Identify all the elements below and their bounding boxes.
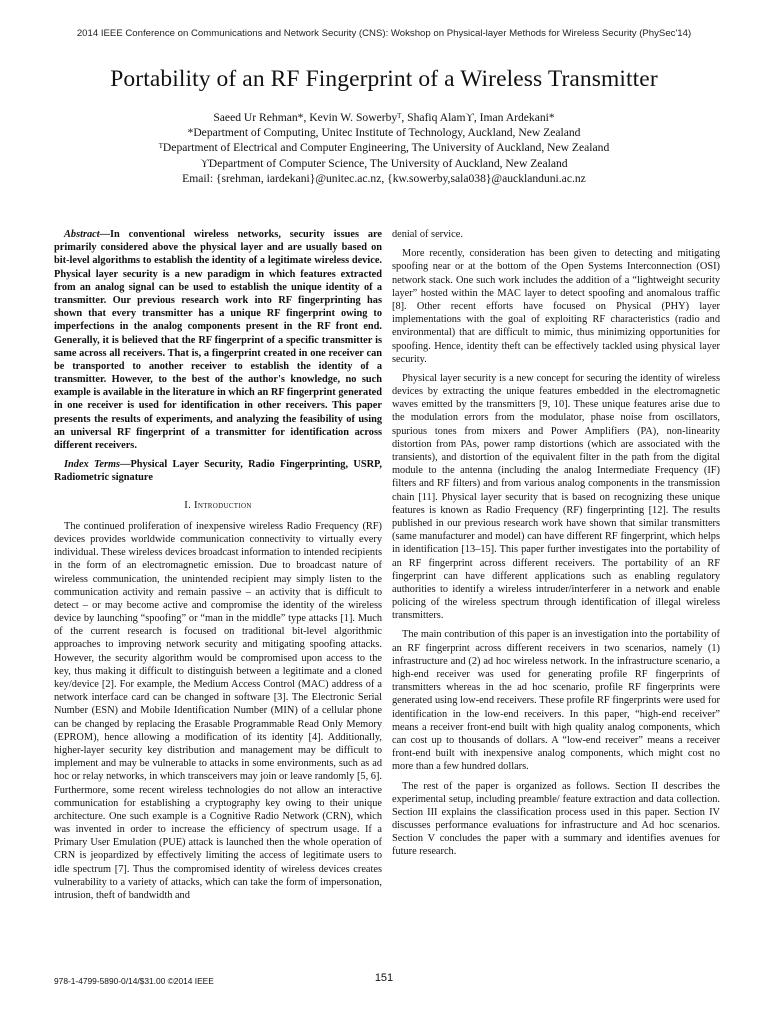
copyright-notice: 978-1-4799-5890-0/14/$31.00 ©2014 IEEE xyxy=(54,976,214,986)
abstract-label: Abstract xyxy=(64,229,100,240)
index-terms-label: Index Terms xyxy=(64,459,121,471)
index-terms-text: —Physical Layer Security, Radio Fingerprinting, USRP, Radiometric signature xyxy=(54,459,382,484)
page-number: 151 xyxy=(374,972,394,984)
abstract-text: —In conventional wireless networks, security issues are primarily considered above the physical layer and are usually based on bit-level algorithms to establish the identity of a legitimate wireless device. Physical layer security is a new paradigm in which features extracted from an analog signal can be used to establish the unique identity of a transmitter. Our previous research work into RF fingerprinting has shown that every transmitter has a unique RF fingerprint owing to imperfections in the analog components present in the RF front end. Generally, it is believed that the RF fingerprint of a specific transmitter is same across all receivers. That is, a fingerprint created in one receiver can be transported to another receiver to establish the identity of a transmitter. However, to the best of the author's knowledge, no such example is available in the literature in which an RF fingerprint generated in one receiver is used for identification in other receivers. This paper presents the results of experiments, and analyzing the feasibility of using an universal RF fingerprint of a transmitter for identification across different receivers. xyxy=(54,229,382,451)
abstract xyxy=(54,228,382,452)
left-column xyxy=(54,228,382,902)
section-heading-introduction: I. Introduction xyxy=(184,499,252,511)
intro-paragraph-2: More recently, consideration has been given to detecting and mitigating spoofing near or at the bottom of the Open Systems Interconnection (OSI) network stack. One such work includes the addition of a “lightweight security layer” hosted within the MAC layer to detect spoofing and anomalous traffic [8]. Other recent efforts have focused on Physical (PHY) layer implementations with the goal of exploiting RF characteristics (radio and environmental) that are difficult to mimic, thus minimizing opportunities for spoofing. Hence, identity theft can be effectively tackled using physical layer security. xyxy=(392,248,720,365)
conference-header: 2014 IEEE Conference on Communications and Network Security (CNS): Wokshop on Physical-layer Methods for Wireless Security (PhySec'14) xyxy=(76,28,692,39)
author-emails: Email: {srehman, iardekani}@unitec.ac.nz, {kw.sowerby,sala038}@aucklanduni.ac.nz xyxy=(182,171,586,185)
index-terms xyxy=(54,458,382,484)
affiliation-cs: ϒDepartment of Computer Science, The University of Auckland, New Zealand xyxy=(200,156,568,170)
author-block xyxy=(0,110,768,186)
intro-paragraph-4: The main contribution of this paper is an investigation into the portability of an RF fingerprint across different receivers in two scenarios, namely (1) infrastructure and (2) ad hoc wireless network. In the infrastructure scenario, a high-end receiver was used for generating profile RF fingerprints of transmitters whereas in the ad hoc scenario, profile RF fingerprints were generated using low-end receivers. These profile RF fingerprints were used for identification in the low-end receivers. In this paper, “high-end receiver” means a receiver front-end built with high quality analog components, which can cost up to thousands of dollars. A “low-end receiver” means a receiver front-end built with inexpensive analog components, which might cost no more than a few hundred dollars. xyxy=(392,629,720,773)
intro-paragraph-1-continued: denial of service. xyxy=(392,229,463,240)
author-names: Saeed Ur Rehman*, Kevin W. Sowerbyᵀ, Shafiq Alamϒ, Iman Ardekani* xyxy=(213,111,555,124)
right-column xyxy=(392,228,720,859)
paper-title: Portability of an RF Fingerprint of a Wireless Transmitter xyxy=(110,66,658,92)
intro-paragraph-1: The continued proliferation of inexpensive wireless Radio Frequency (RF) devices provides worldwide communication connectivity to virtually every individual. These wireless devices broadcast information to intended recipients in the form of an electromagnetic emission. Due to broadcast nature of wireless communication, the unintended recipient may simply listen to the communication activity and remain passive – an activity that is difficult to detect – or may become active and compromise the identity of the wireless device by launching “spoofing” or “man in the middle” type attacks [1]. Much of the current research is focused on traditional bit-level algorithmic approaches to improving network security and mitigating spoofing attacks. However, the security algorithm would be compromised upon access to the key, thus making it difficult to distinguish between a legitimate and a cloned key/device [2]. For example, the Medium Access Control (MAC) address of a network interface card can be changed in software [3]. The Electronic Serial Number (ESN) and Mobile Identification Number (MIN) of a cellular phone can be changed by replacing the Erasable Programmable Read Only Memory (EPROM), hence allowing a modification of its identity [4]. Additionally, higher-layer security key distribution and management may be difficult to implement and may be vulnerable to attacks in some environments, such as ad hoc or relay networks, in which transceivers may join or leave randomly [5, 6]. Furthermore, some recent wireless technologies do not allow an interactive communication for establishing a cryptography key owing to their unique architecture. One such example is a Cognitive Radio Network (CRN), which was invented in order to increase the efficiency of spectrum usage. If a Primary User Emulation (PUE) attack is launched then the whole operation of CRN is jeopardized by effectively limiting the access of legitimate users to idle spectrum [7]. Thus the compromised identity of wireless devices creates vulnerability to a variety of attacks, which can take the form of impersonation, intrusion, theft of bandwidth and xyxy=(54,520,382,901)
intro-paragraph-3: Physical layer security is a new concept for securing the identity of wireless devices by extracting the unique features embedded in the electromagnetic waves emitted by the transmitters [9, 10]. These unique features arise due to the modulation errors from the modulator, phase noise from oscillators, spurious tones from mixers and Power Amplifiers (PA), non-linearity distortion from PAs, power ramp distortions (which are associated with the transients), and distortion of the equivalent filter in the path from the digital module to the antenna (including the analog Intermediate Frequency (IF) filters and RF filters) and from various analog components in the transmission chain [11]. Physical layer security that is based on recognizing these unique features is known as Radio Frequency (RF) fingerprinting [12]. The results published in our previous research work have shown that similar transmitters (same manufacturer and model) can have different RF fingerprint, which helps in identification [13–15]. This paper further investigates into the portability of an RF fingerprint across different receivers. The portability of an RF fingerprint can have different applications such as enabling regulatory authorities to identify a wireless intruder/interferer in a network and enable policing of the wireless spectrum through identification of illegal wireless transmitters. xyxy=(392,372,720,622)
affiliation-ece: ᵀDepartment of Electrical and Computer Engineering, The University of Auckland, New Zealand xyxy=(158,141,610,155)
affiliation-unitec: *Department of Computing, Unitec Institute of Technology, Auckland, New Zealand xyxy=(187,126,581,140)
intro-paragraph-5: The rest of the paper is organized as follows. Section II describes the experimental setup, including preamble/ feature extraction and data collection. Section III explains the classification process used in this paper. Section IV discusses performance evaluations for infrastructure and Ad hoc scenarios. Section V concludes the paper with a summary and identifies avenues for future research. xyxy=(392,780,720,858)
